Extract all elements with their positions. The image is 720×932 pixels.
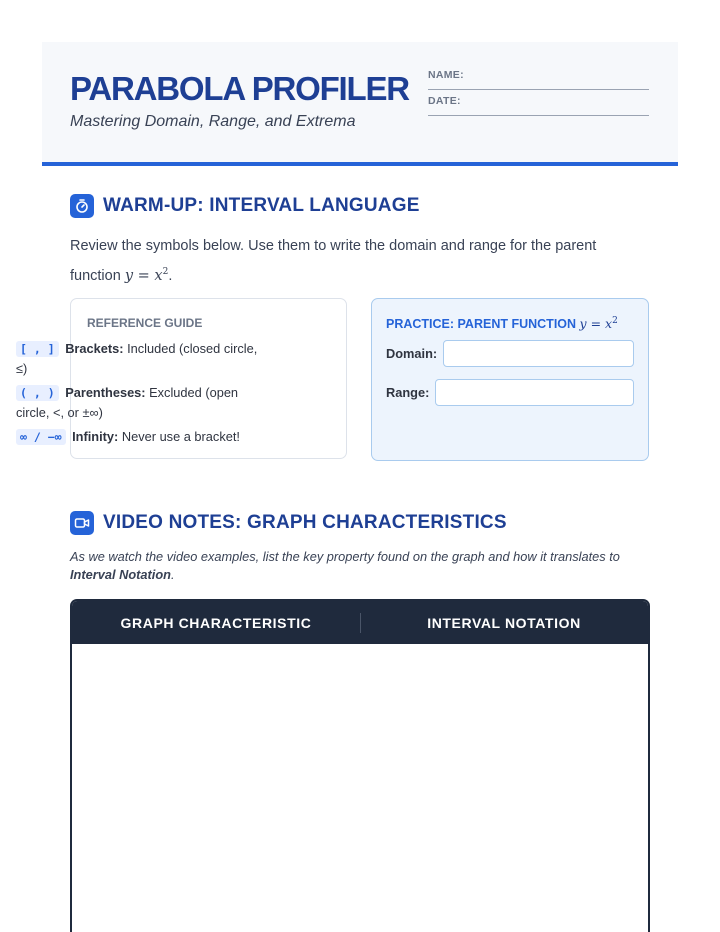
name-field[interactable]: [428, 69, 649, 90]
practice-heading: PRACTICE: PARENT FUNCTION $y = x^2$: [386, 316, 618, 332]
reference-item-infinity: [16, 427, 266, 447]
brackets-term: Brackets:: [65, 341, 124, 356]
worksheet-title: PARABOLA PROFILER: [70, 70, 409, 107]
name-label: NAME:: [428, 69, 464, 81]
worksheet-header: [42, 42, 678, 166]
table-header-row: [72, 601, 648, 644]
reference-guide-heading: REFERENCE GUIDE: [87, 316, 203, 330]
infinity-term: Infinity:: [72, 429, 119, 444]
interval-notation-emphasis: Interval Notation: [70, 567, 171, 582]
video-camera-icon: [70, 511, 94, 535]
stopwatch-icon: [70, 194, 94, 218]
infinity-symbol: ∞ / −∞: [16, 429, 66, 445]
parentheses-symbol: ( , ): [16, 385, 59, 401]
brackets-symbol: [ , ]: [16, 341, 59, 357]
warmup-intro-text: Review the symbols below. Use them to write the domain and range for the parent function: [70, 238, 597, 284]
brackets-desc: Included (closed circle, ≤): [16, 341, 258, 376]
notes-table: [70, 599, 650, 932]
range-input[interactable]: [435, 379, 634, 406]
column-header-interval-notation: INTERVAL NOTATION: [427, 614, 581, 631]
infinity-desc: Never use a bracket!: [121, 429, 240, 444]
table-body[interactable]: [72, 644, 648, 932]
reference-item-brackets: [16, 339, 266, 378]
parentheses-desc: Excluded (open circle, <, or ±∞): [16, 385, 239, 420]
parentheses-term: Parentheses:: [65, 385, 146, 400]
warmup-intro: Review the symbols below. Use them to write the domain and range for the parent function $y = x^2$.: [70, 238, 597, 284]
warmup-title: WARM-UP: INTERVAL LANGUAGE: [103, 195, 420, 216]
warmup-section-title: [70, 194, 420, 218]
reference-item-parentheses: [16, 383, 266, 422]
video-section-title: [70, 511, 507, 535]
domain-input[interactable]: [443, 340, 634, 367]
date-field[interactable]: [428, 95, 649, 116]
practice-card: [371, 298, 649, 461]
date-label: DATE:: [428, 95, 461, 107]
column-header-graph-characteristic: GRAPH CHARACTERISTIC: [120, 614, 312, 631]
range-label: Range:: [386, 385, 430, 400]
parent-function-math: $y = x^2$: [124, 267, 169, 284]
domain-label: Domain:: [386, 346, 438, 361]
video-title: VIDEO NOTES: GRAPH CHARACTERISTICS: [103, 512, 507, 533]
worksheet-subtitle: Mastering Domain, Range, and Extrema: [70, 113, 356, 130]
video-intro: As we watch the video examples, list the key property found on the graph and how it translates to Interval Notation.: [70, 549, 620, 582]
